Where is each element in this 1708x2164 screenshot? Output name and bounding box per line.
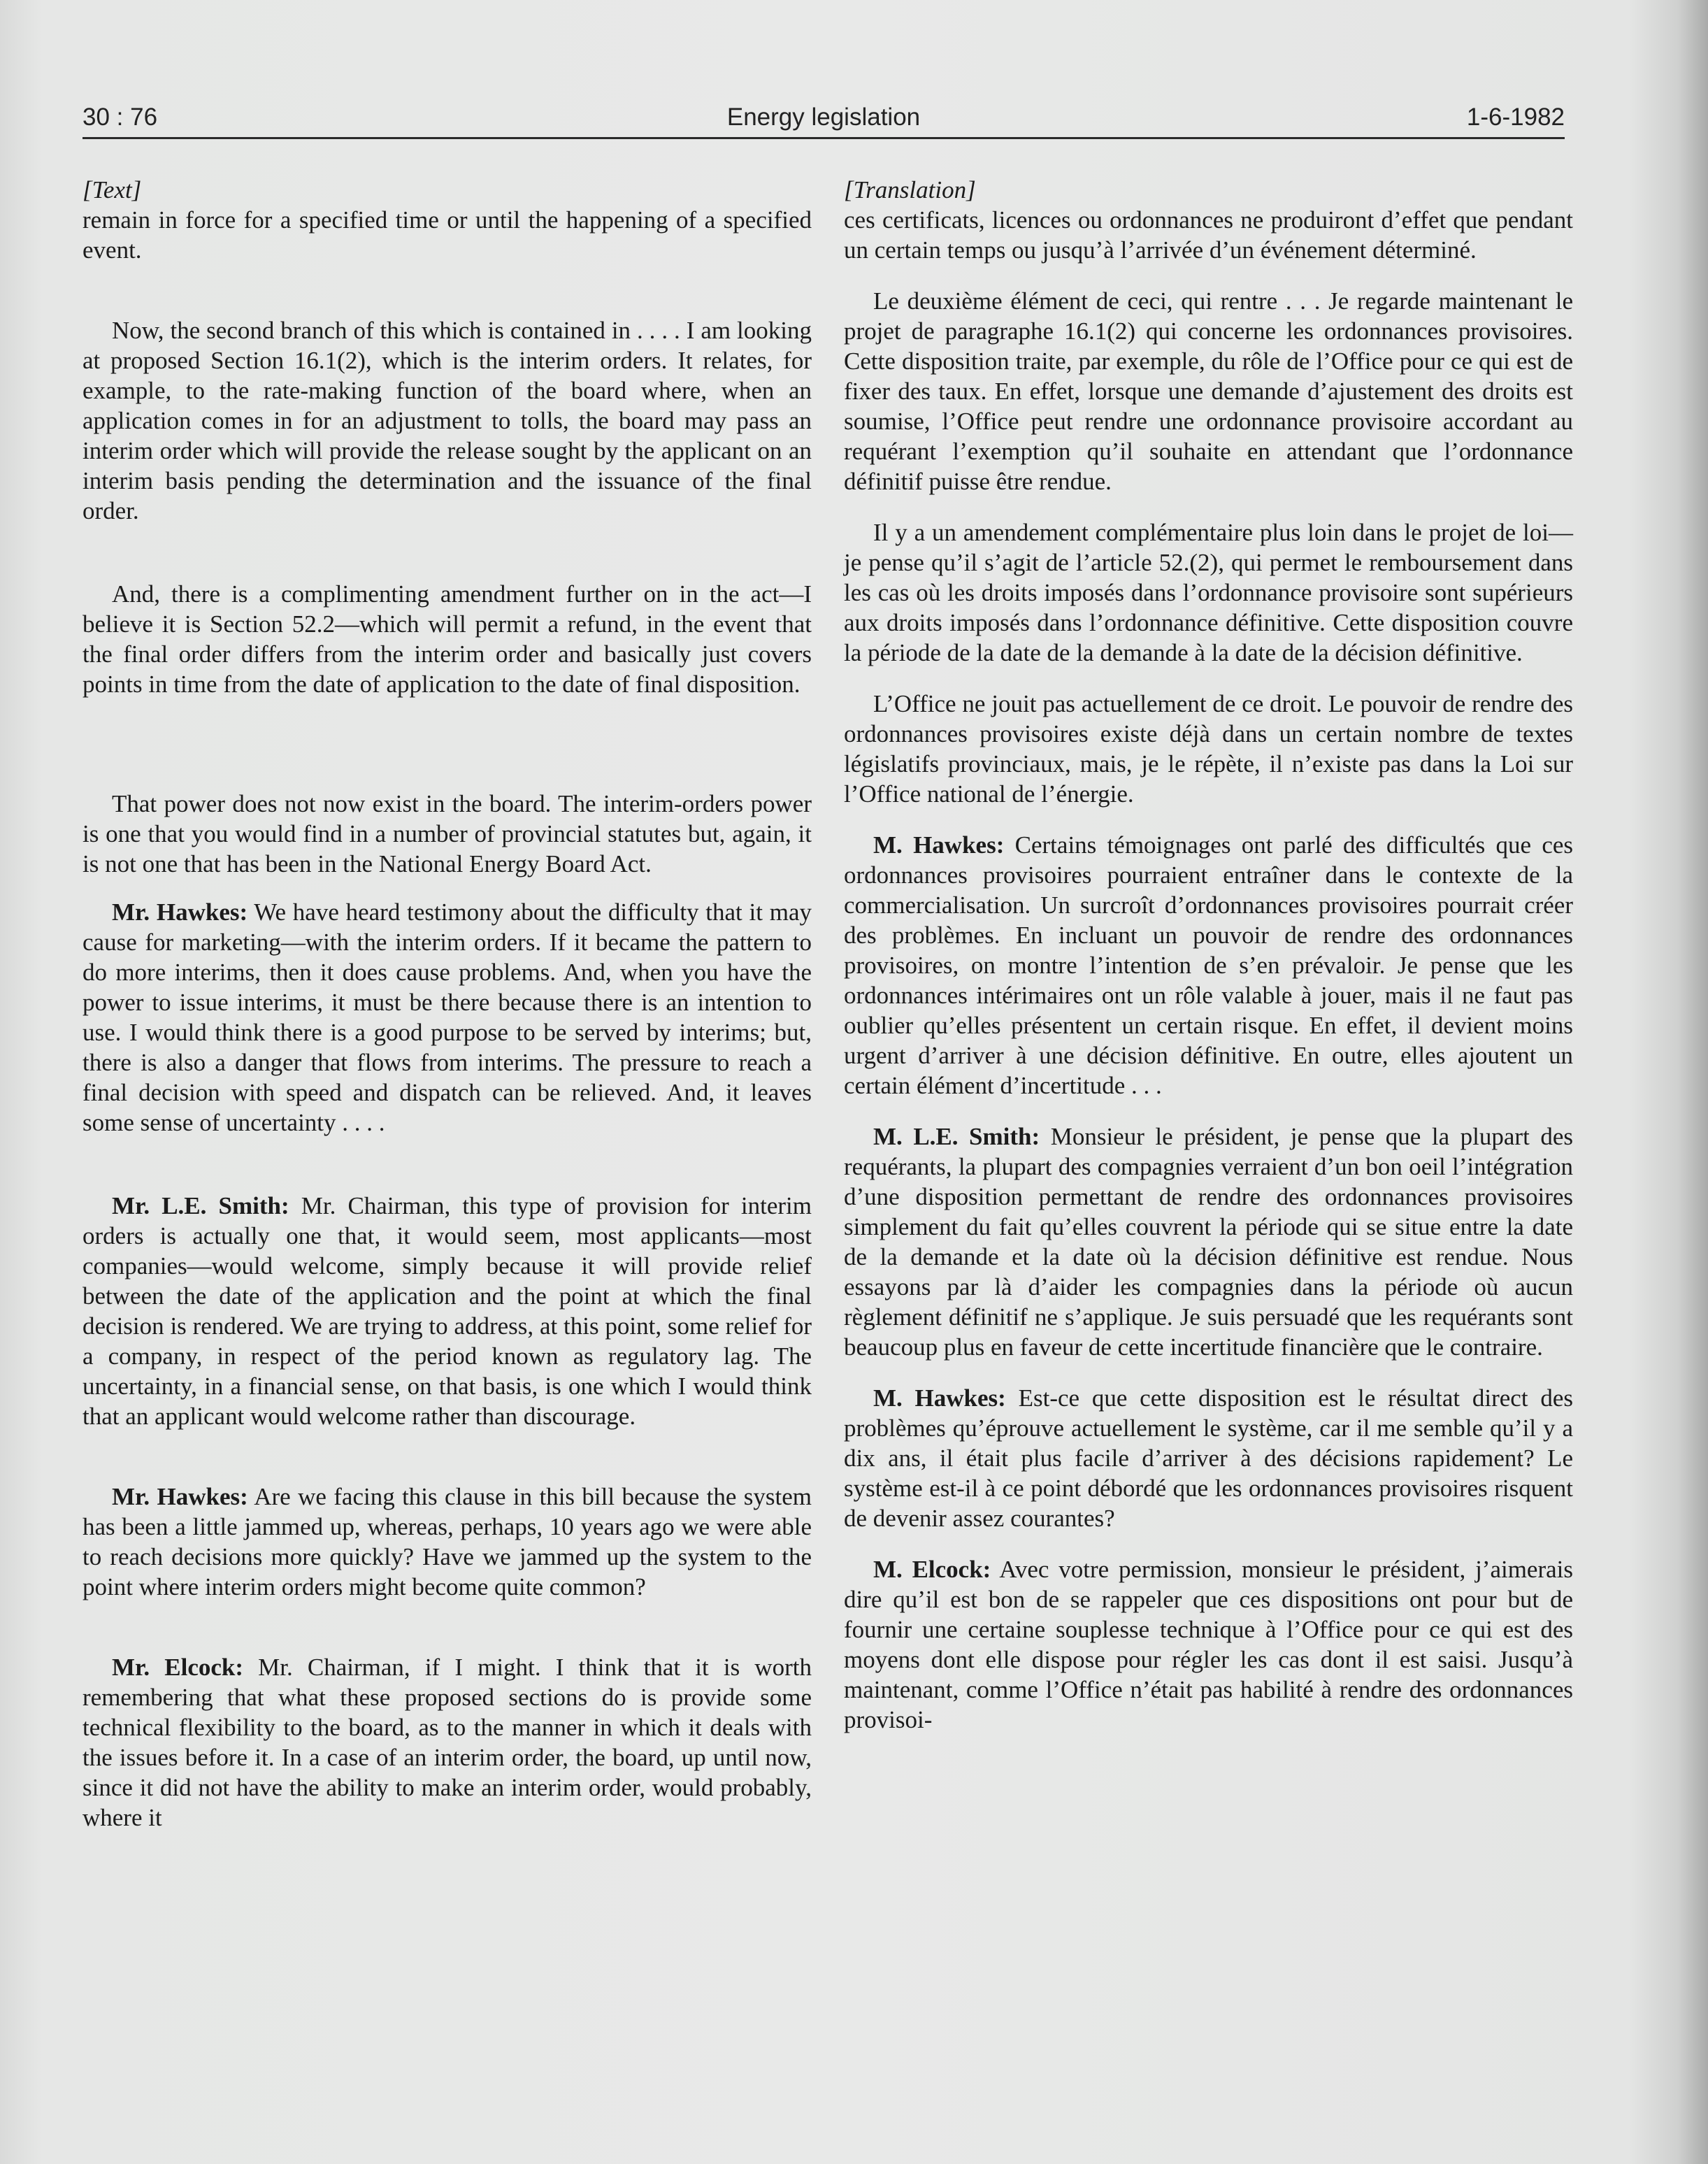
paragraph: And, there is a complimenting amendment further on in the act—I believe it is Section 52.2—which will permit a refund, in the event that the final order differs from the interim order and basically just covers points in time from the date of application to the date of final disposition. bbox=[82, 580, 812, 698]
english-column bbox=[82, 175, 812, 1833]
speaker-name: Mr. Elcock: bbox=[112, 1654, 244, 1681]
french-column bbox=[844, 175, 1573, 1735]
column-label: [Translation] bbox=[844, 176, 976, 203]
speaker-name: Mr. Hawkes: bbox=[112, 898, 248, 926]
speaker-name: M. Hawkes: bbox=[873, 831, 1005, 859]
speaker-paragraph bbox=[844, 1122, 1573, 1362]
speaker-text: Est-ce que cette disposition est le résultat direct des problèmes qu’éprouve actuellement le système, car il me semble qu’il y a dix ans, il était plus facile d’arriver à des décisions rapidement? Le système est-il à ce point débordé que les ordonnances provisoires risquent de devenir assez courantes? bbox=[844, 1384, 1573, 1532]
paragraph: remain in force for a specified time or until the happening of a specified event. bbox=[82, 206, 812, 264]
running-header bbox=[82, 103, 1565, 136]
speaker-text: We have heard testimony about the difficulty that it may cause for marketing—with the interim orders. If it became the pattern to do more interims, then it does cause problems. And, when you have the power to issue interims, it must be there because there is an intention to use. I would think there is a good purpose to be served by interims; but, there is also a danger that flows from interims. The pressure to reach a final decision with speed and dispatch can be relieved. And, it leaves some sense of uncertainty . . . . bbox=[82, 898, 812, 1136]
paragraph: Le deuxième élément de ceci, qui rentre . . . Je regarde maintenant le projet de paragraphe 16.1(2) qui concerne les ordonnances provisoires. Cette disposition traite, par exemple, du rôle de l’Office pour ce qui est de fixer des taux. En effet, lorsque une demande d’ajustement des droits est soumise, l’Office peut rendre une ordonnance provisoire accordant au requérant l’exemption qu’il souhaite en attendant que l’ordonnance définitif puisse être rendue. bbox=[844, 287, 1573, 495]
speaker-paragraph bbox=[82, 1652, 812, 1833]
speaker-paragraph bbox=[82, 897, 812, 1138]
header-page-ref: 30 : 76 bbox=[82, 103, 158, 131]
speaker-text: Certains témoignages ont parlé des difficultés que ces ordonnances provisoires pourraient entraîner dans le contexte de la commercialisation. Un surcroît d’ordonnances provisoires pourrait créer des problèmes. En incluant un pouvoir de rendre des ordonnances provisoires, on montre l’intention de s’en prévaloir. Je pense que les ordonnances intérimaires ont un rôle valable à jouer, mais il ne faut pas oublier qu’elles présentent un certain risque. En effet, il devient moins urgent d’arriver à une décision définitive. En outre, elles ajoutent un certain élément d’incertitude . . . bbox=[844, 831, 1574, 1099]
paragraph: Il y a un amendement complémentaire plus loin dans le projet de loi—je pense qu’il s’agit de l’article 52.(2), qui permet le remboursement dans les cas où les droits imposés dans l’ordonnance provisoire sont supérieurs aux droits imposés dans l’ordonnance définitive. Cette disposition couvre la période de la date de la demande à la date de la décision définitive. bbox=[844, 519, 1573, 666]
column-label: [Text] bbox=[82, 176, 142, 203]
speaker-name: M. L.E. Smith: bbox=[873, 1123, 1040, 1150]
speaker-text: Are we facing this clause in this bill because the system has been a little jammed up, whereas, perhaps, 10 years ago we were able to reach decisions more quickly? Have we jammed up the system to the point where interim orders might become quite common? bbox=[82, 1483, 812, 1600]
header-title: Energy legislation bbox=[726, 103, 921, 131]
paragraph: L’Office ne jouit pas actuellement de ce droit. Le pouvoir de rendre des ordonnances provisoires existe déjà dans un certain nombre de textes législatifs provinciaux, mais, je le répète, il n’existe pas dans la Loi sur l’Office national de l’énergie. bbox=[844, 690, 1573, 808]
speaker-text: Mr. Chairman, this type of provision for interim orders is actually one that, it would seem, most applicants—most companies—would welcome, simply because it will provide relief between the date of the application and the point at which the final decision is rendered. We are trying to address, at this point, some relief for a company, in respect of the period known as regulatory lag. The uncertainty, in a financial sense, on that basis, is one which I would think that an applicant would welcome rather than discourage. bbox=[82, 1192, 812, 1430]
paragraph: ces certificats, licences ou ordonnances ne produiront d’effet que pendant un certain temps ou jusqu’à l’arrivée d’un événement déterminé. bbox=[844, 206, 1573, 264]
speaker-text: Avec votre permission, monsieur le président, j’aimerais dire qu’il est bon de se rappeler que ces dispositions ont pour but de fournir une certaine souplesse technique à l’Office pour ce qui est des moyens dont elle dispose pour régler les cas dont il est saisi. Jusqu’à maintenant, comme l’Office n’était pas habilité à rendre des ordonnances provisoi- bbox=[844, 1556, 1573, 1733]
paragraph: Now, the second branch of this which is contained in . . . . I am looking at proposed Section 16.1(2), which is the interim orders. It relates, for example, to the rate-making function of the board where, when an application comes in for an adjustment to tolls, the board may pass an interim order which will provide the release sought by the applicant on an interim basis pending the determination and the issuance of the final order. bbox=[82, 317, 812, 524]
speaker-name: M. Hawkes: bbox=[873, 1384, 1006, 1412]
speaker-name: Mr. Hawkes: bbox=[112, 1483, 248, 1510]
header-date: 1-6-1982 bbox=[1466, 103, 1565, 131]
speaker-name: M. Elcock: bbox=[873, 1556, 991, 1583]
paragraph: That power does not now exist in the board. The interim-orders power is one that you would find in a number of provincial statutes but, again, it is not one that has been in the National Energy Board Act. bbox=[82, 790, 812, 877]
speaker-paragraph bbox=[844, 1554, 1573, 1735]
speaker-paragraph bbox=[844, 1383, 1573, 1533]
header-rule bbox=[82, 137, 1565, 139]
speaker-paragraph bbox=[844, 830, 1573, 1101]
speaker-text: Mr. Chairman, if I might. I think that it is worth remembering that what these proposed sections do is provide some technical flexibility to the board, as to the manner in which it deals with the issues before it. In a case of an interim order, the board, up until now, since it did not have the ability to make an interim order, would probably, where it bbox=[82, 1654, 812, 1831]
speaker-paragraph bbox=[82, 1191, 812, 1431]
speaker-name: Mr. L.E. Smith: bbox=[112, 1192, 289, 1219]
speaker-paragraph bbox=[82, 1482, 812, 1602]
speaker-text: Monsieur le président, je pense que la plupart des requérants, la plupart des compagnies verraient d’un bon oeil l’intégration d’une disposition permettant de rendre des ordonnances provisoires simplement du fait qu’elles couvrent la période qui se situe entre la date de la demande et la date où la décision définitive est rendue. Nous essayons par là d’aider les compagnies dans la période où aucun règlement définitif ne s’applique. Je suis persuadé que les requérants sont beaucoup plus en faveur de cette incertitude financière que le contraire. bbox=[844, 1123, 1573, 1361]
